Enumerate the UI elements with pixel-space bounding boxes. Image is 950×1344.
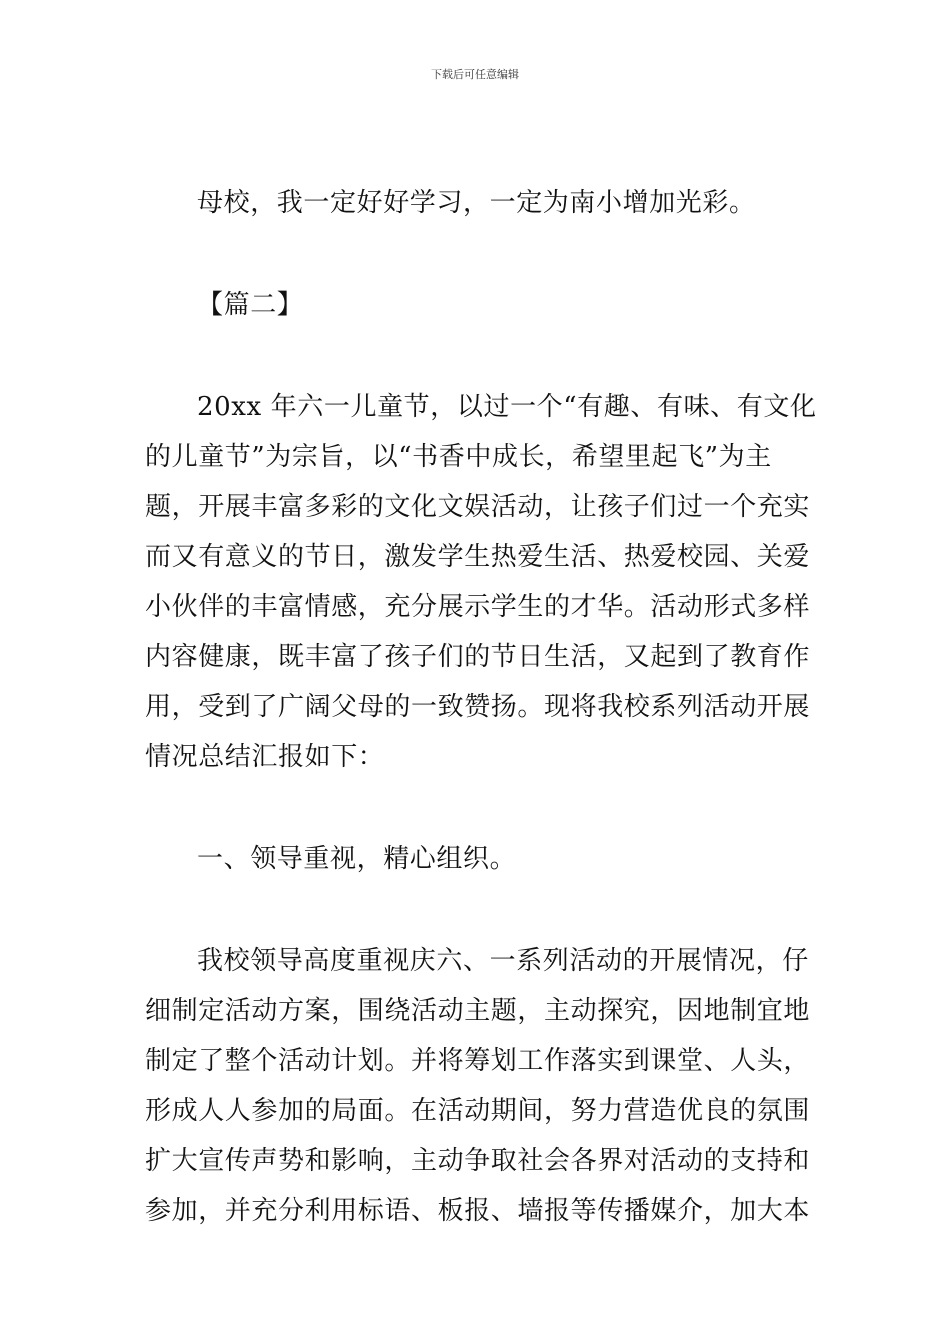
text-line: 20xx 年六一儿童节，以过一个“有趣、有味、有文化 (197, 392, 817, 422)
text-line: 用，受到了广阔父母的一致赞扬。现将我校系列活动开展 (145, 692, 811, 722)
text-line: 形成人人参加的局面。在活动期间，努力营造优良的氛围 (145, 1096, 811, 1126)
text-line: 而又有意义的节日，激发学生热爱生活、热爱校园、关爱 (145, 542, 811, 572)
document-body (145, 178, 817, 1236)
paragraph-intro (145, 382, 817, 782)
text-line: 内容健康，既丰富了孩子们的节日生活，又起到了教育作 (145, 642, 811, 672)
text-line: 母校，我一定好好学习，一定为南小增加光彩。 (197, 188, 756, 218)
text-line: 参加，并充分利用标语、板报、墙报等传播媒介，加大本 (145, 1196, 811, 1226)
section-heading (145, 280, 810, 330)
text-line: 细制定活动方案，围绕活动主题，主动探究，因地制宜地 (145, 996, 811, 1026)
text-line: 扩大宣传声势和影响，主动争取社会各界对活动的支持和 (145, 1146, 811, 1176)
paragraph-closing-line (145, 178, 810, 228)
text-line: 制定了整个活动计划。并将筹划工作落实到课堂、人头， (145, 1046, 811, 1076)
text-line: 小伙伴的丰富情感，充分展示学生的才华。活动形式多样 (145, 592, 811, 622)
text-line: 题，开展丰富多彩的文化文娱活动，让孩子们过一个充实 (145, 492, 811, 522)
paragraph-leadership (145, 936, 810, 1236)
text-line: 我校领导高度重视庆六、一系列活动的开展情况，仔 (197, 946, 809, 976)
text-line: 一、领导重视，精心组织。 (197, 844, 517, 874)
header-note: 下载后可任意编辑 (431, 68, 519, 81)
text-line: 【篇二】 (197, 290, 304, 320)
text-line: 的儿童节”为宗旨，以“书香中成长，希望里起飞”为主 (145, 442, 772, 472)
text-line: 情况总结汇报如下： (145, 742, 385, 772)
subheading-leadership (145, 834, 810, 884)
